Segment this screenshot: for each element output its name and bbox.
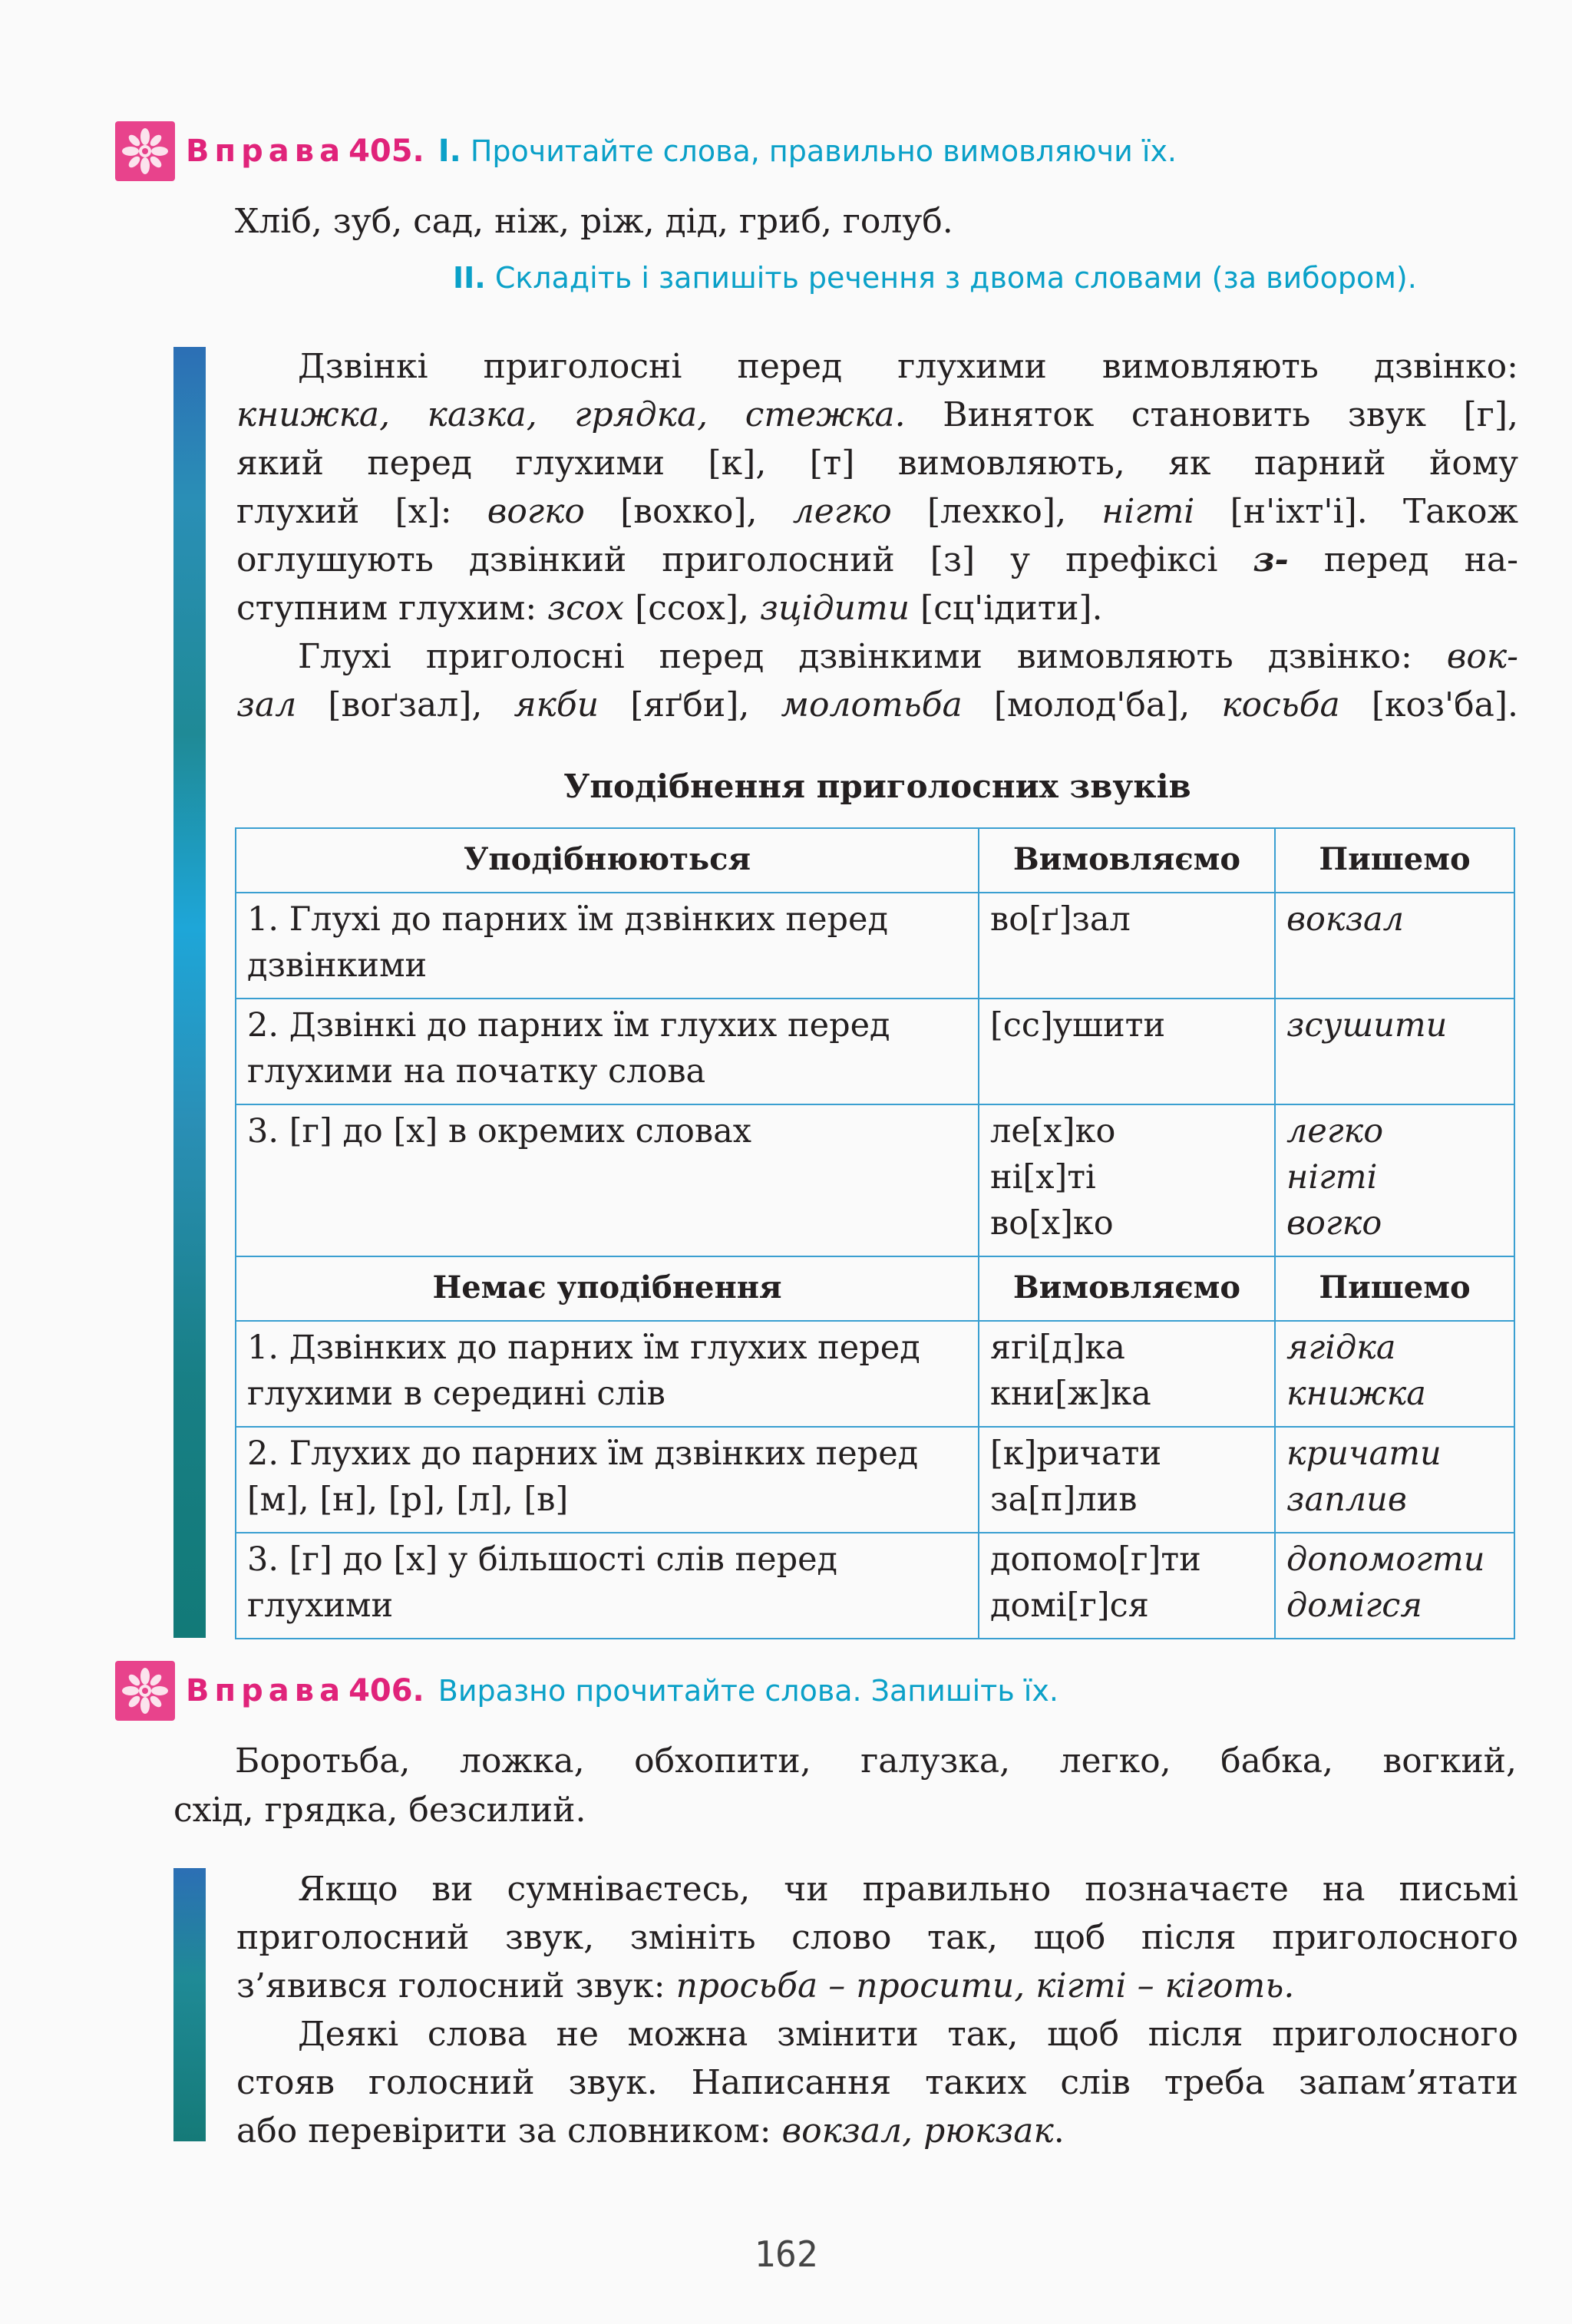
spelling-cell: легко нігті вогко (1275, 1104, 1514, 1256)
rule-1-line: Глухі приголосні перед дзвінкими вимовляють дзвінко: вок- (298, 637, 1518, 676)
rule-cell: 2. Глухих до парних їм дзвінких перед [м], [н], [р], [л], [в] (236, 1427, 979, 1533)
column-header: Вимовляємо (979, 828, 1275, 893)
table-row (236, 999, 1514, 1104)
rule-block-1 (236, 342, 1518, 729)
rule-2-line: стояв голосний звук. Написання таких слів треба запам’ятати (236, 2063, 1518, 2102)
assimilation-table (235, 827, 1515, 1639)
table-header-row (236, 828, 1514, 893)
rule-1-line: оглушують дзвінкий приголосний [з] у префіксі з- перед на- (236, 540, 1519, 579)
exercise-406-header (115, 1661, 1058, 1721)
rule-side-bar (173, 1868, 206, 2141)
pronounce-cell: допомо[г]ти домі[г]ся (979, 1533, 1275, 1639)
rule-side-bar (173, 347, 206, 1638)
rule-2-line: приголосний звук, змініть слово так, щоб після приголосного (236, 1918, 1518, 1957)
rule-1-line: глухий [х]: вогко [вохко], легко [лехко], нігті [н'іхт'і]. Також (236, 492, 1518, 531)
rule-block-2 (236, 1865, 1518, 2155)
table-row (236, 1427, 1514, 1533)
rule-1-line: зал [воґзал], якби [яґби], молотьба [молод'ба], косьба [коз'ба]. (236, 685, 1518, 725)
rule-1-line: книжка, казка, грядка, стежка. Виняток становить звук [г], (236, 395, 1518, 434)
rule-cell: 3. [г] до [х] в окремих словах (236, 1104, 979, 1256)
rule-1-line: ступним глухим: зсох [ссох], зцідити [сц'ідити]. (236, 589, 1103, 628)
exercise-number: 406. (348, 1673, 424, 1708)
column-header: Немає уподібнення (236, 1256, 979, 1321)
pronounce-cell: во[ґ]зал (979, 893, 1275, 999)
column-header: Пишемо (1275, 1256, 1514, 1321)
table-row (236, 1533, 1514, 1639)
rule-2-line: Якщо ви сумніваєтесь, чи правильно позначаєте на письмі (298, 1870, 1518, 1909)
table-row (236, 1104, 1514, 1256)
rule-cell: 1. Глухі до парних їм дзвінких перед дзвінкими (236, 893, 979, 999)
exercise-label: Вправа (186, 1673, 346, 1708)
exercise-405-header (115, 121, 1177, 181)
flower-ornament-icon (115, 121, 175, 181)
rule-cell: 1. Дзвінких до парних їм глухих перед глухими в середині слів (236, 1321, 979, 1427)
table-header-row (236, 1256, 1514, 1321)
rule-2-line: з’явився голосний звук: просьба – просити, кігті – кіготь. (236, 1966, 1295, 2005)
spelling-cell: допомогти домігся (1275, 1533, 1514, 1639)
exercise-406-words: схід, грядка, безсилий. (173, 1791, 586, 1830)
rule-2-line: Деякі слова не можна змінити так, щоб після приголосного (298, 2015, 1518, 2054)
pronounce-cell: ягі[д]ка кни[ж]ка (979, 1321, 1275, 1427)
exercise-task: Виразно прочитайте слова. Запишіть їх. (438, 1674, 1058, 1708)
spelling-cell: вокзал (1275, 893, 1514, 999)
pronounce-cell: ле[х]ко ні[х]ті во[х]ко (979, 1104, 1275, 1256)
column-header: Уподібнюються (236, 828, 979, 893)
part-2-marker: II. (453, 261, 486, 295)
part-1-marker: I. (438, 134, 461, 169)
rule-cell: 2. Дзвінкі до парних їм глухих перед глухими на початку слова (236, 999, 979, 1104)
spelling-cell: зсушити (1275, 999, 1514, 1104)
rule-2-line: або перевірити за словником: вокзал, рюкзак. (236, 2111, 1065, 2151)
rule-cell: 3. [г] до [х] у більшості слів перед глухими (236, 1533, 979, 1639)
table-row (236, 1321, 1514, 1427)
exercise-label: Вправа (186, 134, 346, 169)
rule-1-line: який перед глухими [к], [т] вимовляють, як парний йому (236, 444, 1518, 483)
spelling-cell: ягідка книжка (1275, 1321, 1514, 1427)
pronounce-cell: [сс]ушити (979, 999, 1275, 1104)
column-header: Вимовляємо (979, 1256, 1275, 1321)
flower-ornament-icon (115, 1661, 175, 1721)
part-2-instruction (453, 261, 1417, 295)
column-header: Пишемо (1275, 828, 1514, 893)
part-1-task: Прочитайте слова, правильно вимовляючи їх. (470, 134, 1177, 168)
spelling-cell: кричати заплив (1275, 1427, 1514, 1533)
exercise-number: 405. (348, 134, 424, 169)
page-number: 162 (754, 2233, 818, 2275)
part-2-task: Складіть і запишіть речення з двома словами (за вибором). (494, 261, 1417, 295)
rule-1-line: Дзвінкі приголосні перед глухими вимовляють дзвінко: (298, 347, 1518, 386)
table-row (236, 893, 1514, 999)
exercise-405-words: Хліб, зуб, сад, ніж, ріж, дід, гриб, голуб. (235, 202, 953, 241)
exercise-406-words: Боротьба, ложка, обхопити, галузка, легко, бабка, вогкий, (235, 1741, 1517, 1781)
pronounce-cell: [к]ричати за[п]лив (979, 1427, 1275, 1533)
table-title: Уподібнення приголосних звуків (563, 768, 1191, 805)
